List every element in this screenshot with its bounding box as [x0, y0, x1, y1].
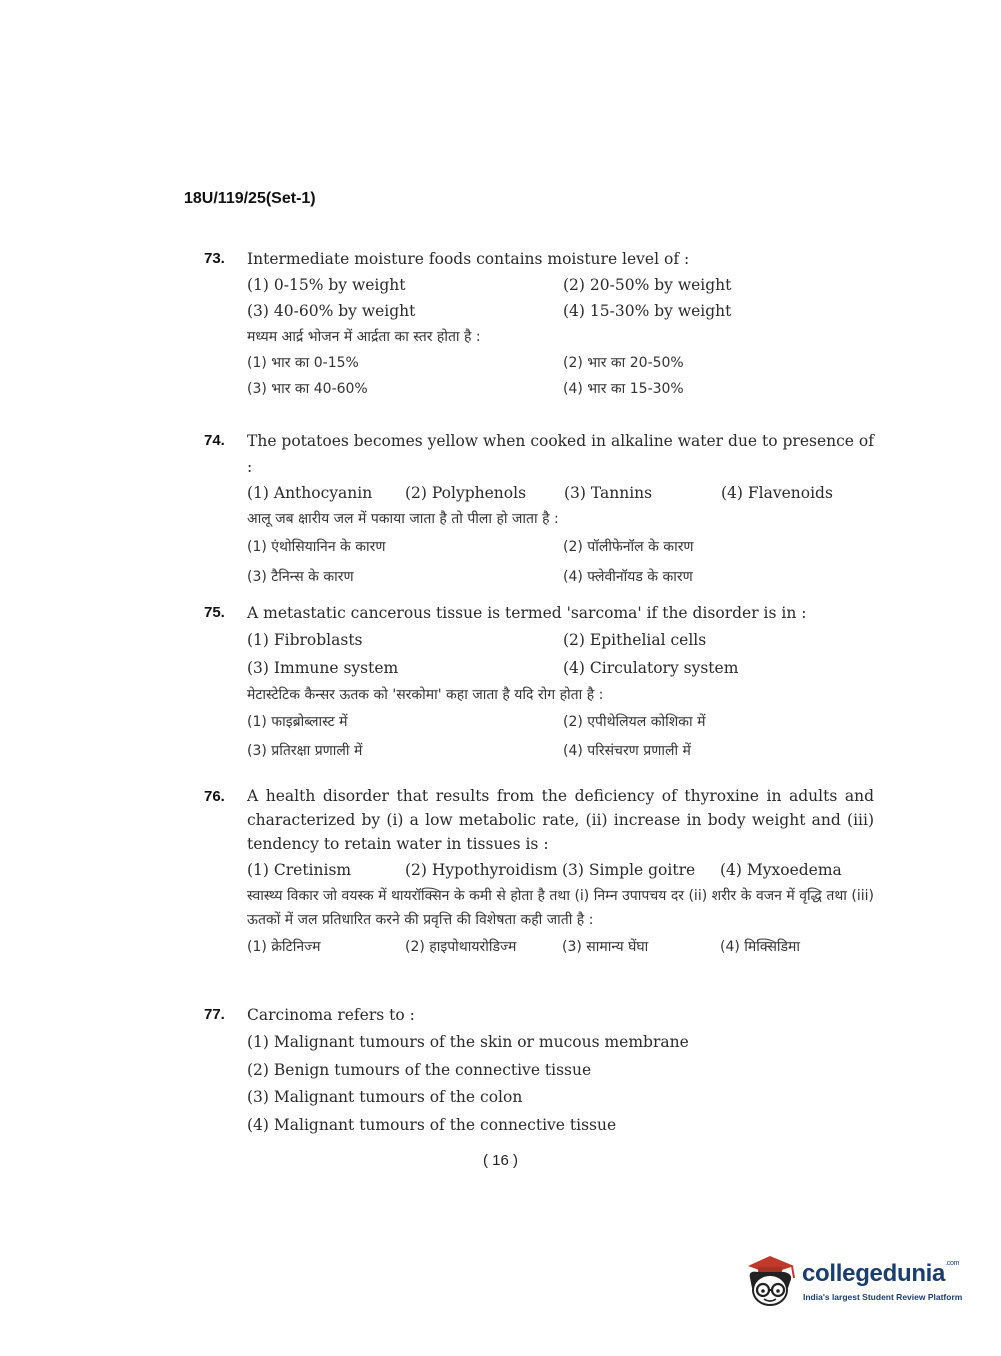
- option-2: (2) Epithelial cells: [563, 631, 707, 649]
- question-number: 75.: [204, 604, 225, 621]
- option-3: (3) 40-60% by weight: [247, 302, 416, 320]
- options-hi: [247, 350, 874, 402]
- option-4-hi: (4) परिसंचरण प्रणाली में: [563, 743, 691, 759]
- option-4: (4) Myxoedema: [720, 861, 842, 879]
- option-3-hi: (3) सामान्य घेंघा: [562, 939, 649, 955]
- option-2-hi: (2) पॉलीफेनॉल के कारण: [563, 539, 694, 555]
- options-hi: [247, 708, 874, 766]
- question-text-hi: स्वास्थ्य विकार जो वयस्क में थायरॉक्सिन के कमी से होता है तथा (i) निम्न उपापचय दर (ii) शरीर के वजन में वृद्धि तथा (iii) ऊतकों में जल प्रतिधारित करने की प्रवृत्ति की विशेषता कही जाती है :: [247, 888, 874, 928]
- question-text-en: The potatoes becomes yellow when cooked in alkaline water due to presence of :: [247, 432, 874, 476]
- option-4-hi: (4) फ्लेवीनॉयड के कारण: [563, 569, 693, 585]
- question-73: [204, 246, 874, 402]
- question-text-hi: मध्यम आर्द्र भोजन में आर्द्रता का स्तर होता है :: [247, 329, 481, 345]
- page-number: ( 16 ): [482, 1152, 518, 1169]
- option-1-hi: (1) भार का 0-15%: [247, 355, 359, 371]
- options-en: [247, 856, 874, 884]
- option-2: (2) Hypothyroidism: [405, 861, 558, 879]
- option-1: (1) Fibroblasts: [247, 631, 363, 649]
- brand-name: collegedunia$^{.com}$: [802, 1260, 960, 1287]
- mascot-icon: [742, 1252, 800, 1312]
- options-en: [247, 272, 874, 324]
- option-3-hi: (3) प्रतिरक्षा प्रणाली में: [247, 743, 363, 759]
- question-number: 74.: [204, 432, 225, 449]
- question-77: [204, 1002, 874, 1139]
- options-en: [247, 626, 874, 682]
- question-74: [204, 428, 874, 592]
- option-1-hi: (1) एंथोसियानिन के कारण: [247, 539, 386, 555]
- option-1-hi: (1) क्रेटिनिज्म: [247, 939, 321, 955]
- option-3-hi: (3) टैनिन्स के कारण: [247, 569, 354, 585]
- brand-tagline: India's largest Student Review Platform: [803, 1292, 963, 1302]
- options-hi: [247, 532, 874, 592]
- option-1: (1) Anthocyanin: [247, 484, 373, 502]
- question-text-en: Intermediate moisture foods contains moisture level of :: [247, 250, 690, 268]
- option-2-hi: (2) एपीथेलियल कोशिका में: [563, 714, 706, 730]
- question-text-en: Carcinoma refers to :: [247, 1006, 415, 1024]
- options-en: [247, 480, 874, 506]
- options-en: [247, 1029, 874, 1139]
- question-75: [204, 600, 874, 766]
- option-4-hi: (4) भार का 15-30%: [563, 381, 684, 397]
- option-3: (3) Immune system: [247, 659, 399, 677]
- option-3: (3) Simple goitre: [562, 861, 696, 879]
- option-3: (3) Tannins: [564, 484, 653, 502]
- option-4: (4) Circulatory system: [563, 659, 739, 677]
- option-3-hi: (3) भार का 40-60%: [247, 381, 368, 397]
- option-3: (3) Malignant tumours of the colon: [247, 1088, 523, 1106]
- options-hi: [247, 932, 874, 962]
- option-4: (4) Flavenoids: [721, 484, 833, 502]
- question-text-en: A metastatic cancerous tissue is termed 'sarcoma' if the disorder is in :: [247, 604, 807, 622]
- option-1: (1) Cretinism: [247, 861, 352, 879]
- question-number: 73.: [204, 250, 225, 267]
- option-2: (2) 20-50% by weight: [563, 276, 732, 294]
- collegedunia-logo: [742, 1252, 982, 1312]
- option-2-hi: (2) भार का 20-50%: [563, 355, 684, 371]
- option-4-hi: (4) मिक्सिडिमा: [720, 939, 801, 955]
- option-1: (1) 0-15% by weight: [247, 276, 406, 294]
- question-text-hi: मेटास्टेटिक कैन्सर ऊतक को 'सरकोमा' कहा जाता है यदि रोग होता है :: [247, 687, 604, 703]
- question-text-en: A health disorder that results from the deficiency of thyroxine in adults and characterized by (i) a low metabolic rate, (ii) increase in body weight and (iii) tendency to retain water in tissues is :: [247, 787, 874, 853]
- option-2-hi: (2) हाइपोथायरोडिज्म: [405, 939, 517, 955]
- option-1: (1) Malignant tumours of the skin or mucous membrane: [247, 1033, 689, 1051]
- option-2: (2) Benign tumours of the connective tissue: [247, 1060, 592, 1079]
- option-4: (4) Malignant tumours of the connective tissue: [247, 1115, 617, 1134]
- option-2: (2) Polyphenols: [405, 484, 527, 502]
- question-number: 77.: [204, 1006, 225, 1023]
- option-4: (4) 15-30% by weight: [563, 302, 732, 320]
- option-1-hi: (1) फाइब्रोब्लास्ट में: [247, 714, 348, 730]
- question-number: 76.: [204, 788, 225, 805]
- question-text-hi: आलू जब क्षारीय जल में पकाया जाता है तो पीला हो जाता है :: [247, 511, 559, 527]
- paper-code: 18U/119/25(Set-1): [184, 190, 316, 207]
- question-76: [204, 784, 874, 962]
